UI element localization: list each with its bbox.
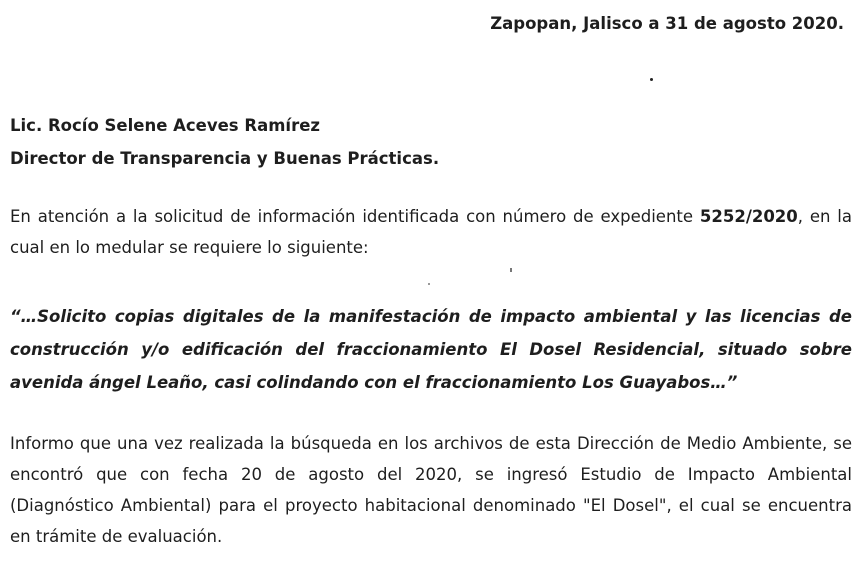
recipient-title: Director de Transparencia y Buenas Prácticas. (10, 149, 440, 168)
scan-speck (428, 283, 430, 285)
expediente-number: 5252/2020 (699, 207, 798, 226)
intro-text-after: , en la cual en lo medular se requiere lo siguiente: (10, 207, 852, 257)
recipient-name: Lic. Rocío Selene Aceves Ramírez (10, 116, 320, 135)
report-paragraph: Informo que una vez realizada la búsqueda en los archivos de esta Dirección de Medio Ambiente, se encontró que con fecha 20 de agosto del 2020, se ingresó Estudio de Impacto Ambiental (Diagnóstico Ambiental) para el proyecto habitacional denominado "El Dosel", el cual se encuentra en trámite de evaluación. (10, 434, 852, 546)
request-quote: “…Solicito copias digitales de la manifestación de impacto ambiental y las licencias de construcción y/o edificación del fraccionamiento El Dosel Residencial, situado sobre avenida ángel Leaño, casi colindando con el fraccionamiento Los Guayabos…” (10, 307, 852, 392)
dateline: Zapopan, Jalisco a 31 de agosto 2020. (490, 14, 844, 33)
scan-speck (650, 78, 653, 81)
addressee-block (10, 109, 439, 175)
intro-paragraph (10, 201, 852, 263)
intro-text-before: En atención a la solicitud de información identificada con número de expediente (10, 207, 700, 226)
scan-speck (510, 268, 512, 272)
